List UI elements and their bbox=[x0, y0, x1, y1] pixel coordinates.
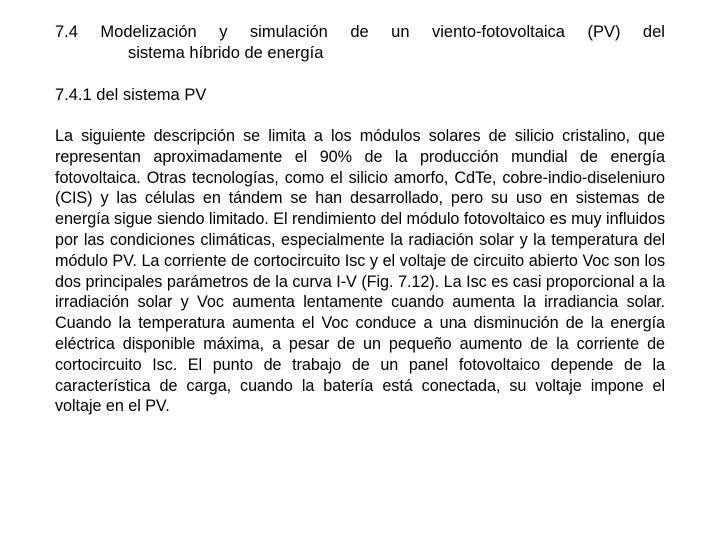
section-heading-line-1 bbox=[55, 22, 665, 43]
section-title-word: viento-fotovoltaica bbox=[431, 23, 565, 41]
section-title-word: de bbox=[350, 23, 369, 41]
section-number: 7.4 bbox=[55, 23, 78, 41]
section-title-word: (PV) bbox=[587, 23, 621, 41]
document-page bbox=[55, 22, 665, 417]
body-paragraph: La siguiente descripción se limita a los módulos solares de silicio cristalino, que representan aproximadamente el 90% de la producción mundial de energía fotovoltaica. Otras tecnologías, como el silicio amorfo, CdTe, cobre-indio-diseleniuro (CIS) y las células en tándem se han desarrollado, pero su uso en sistemas de energía sigue siendo limitado. El rendimiento del módulo fotovoltaico es muy influidos por las condiciones climáticas, especialmente la radiación solar y la temperatura del módulo PV. La corriente de cortocircuito Isc y el voltaje de circuito abierto Voc son los dos principales parámetros de la curva I-V (Fig. 7.12). La Isc es casi proporcional a la irradiación solar y Voc aumenta lentamente cuando aumenta la irradiancia solar. Cuando la temperatura aumenta el Voc conduce a una disminución de la energía eléctrica disponible máxima, a pesar de un pequeño aumento de la corriente de cortocircuito Isc. El punto de trabajo de un panel fotovoltaico depende de la característica de carga, cuando la batería está conectada, su voltaje impone el voltaje en el PV. bbox=[55, 127, 665, 416]
section-title-word: y bbox=[219, 23, 228, 41]
section-title-word: Modelización bbox=[100, 23, 197, 41]
section-title-word: simulación bbox=[249, 23, 328, 41]
section-title-word: del bbox=[642, 23, 665, 41]
section-title-line-2: sistema híbrido de energía bbox=[128, 44, 324, 62]
subsection-heading: 7.4.1 del sistema PV bbox=[55, 86, 207, 104]
section-title-word: un bbox=[391, 23, 410, 41]
section-heading bbox=[55, 22, 665, 64]
